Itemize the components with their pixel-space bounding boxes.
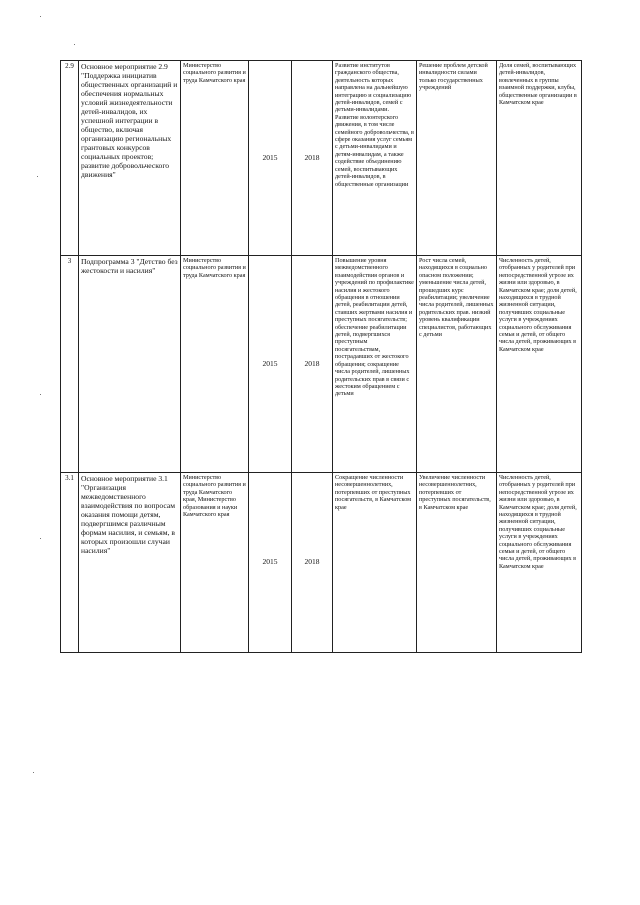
table-row (61, 61, 582, 256)
expected-result: Повышение уровня межведомственного взаимодействия органов и учреждений по профилактике насилия и жестокого обращения в отношении детей, реабилитации детей, ставших жертвами насилия и преступных посягательств; обеспечение реабилитации детей, подвергшихся преступным посягательствам, пострадавших от жестокого обращения; сокращение числа родителей, лишенных родительских прав в связи с жестоким обращением с детьми (333, 256, 417, 473)
activity-name: Подпрограмма 3 "Детство без жестокости и насилия" (79, 256, 181, 473)
row-number: 3.1 (61, 473, 79, 653)
start-year: 2015 (249, 256, 292, 473)
start-year: 2015 (249, 473, 292, 653)
end-year: 2018 (292, 61, 333, 256)
scan-speck (33, 772, 34, 773)
end-year: 2018 (292, 473, 333, 653)
non-implementation-consequence: Решение проблем детской инвалидности силами только государственных учреждений (417, 61, 497, 256)
target-indicator: Доля семей, воспитывающих детей-инвалидов, вовлеченных в группы взаимной поддержки, клубы, общественные организации в Камчатском крае (497, 61, 582, 256)
start-year: 2015 (249, 61, 292, 256)
activity-name: Основное мероприятие 3.1 "Организация межведомственного взаимодействия по вопросам оказания помощи детям, подвергшимся различным формам насилия, и семьям, в которых произошли случаи насилия" (79, 473, 181, 653)
non-implementation-consequence: Увеличение численности несовершеннолетних, потерпевших от преступных посягательств, в Камчатском крае (417, 473, 497, 653)
expected-result: Сокращение численности несовершеннолетних, потерпевших от преступных посягательств, в Камчатском крае (333, 473, 417, 653)
program-activities-table (60, 60, 582, 653)
expected-result: Развитие институтов гражданского общества, деятельность которых направлена на дальнейшую интеграцию и социализацию детей-инвалидов, семей с детьми-инвалидами. Развитие волонтерского движения, в том числе семейного добровольчества, в сфере оказания услуг семьям с детьми-инвалидами и детям-инвалидам, а также содействие объединению семей, воспитывающих детей-инвалидов, в общественные организации (333, 61, 417, 256)
table-row (61, 256, 582, 473)
target-indicator: Численность детей, отобранных у родителей при непосредственной угрозе их жизни или здоровью, в Камчатском крае; доля детей, находящихся в трудной жизненной ситуации, получивших социальные услуги в учреждениях социального обслуживания семьи и детей, от общего числа детей, проживающих в Камчатском крае (497, 473, 582, 653)
row-number: 2.9 (61, 61, 79, 256)
scan-speck (40, 394, 41, 395)
scan-speck (74, 44, 75, 45)
scan-speck (40, 538, 41, 539)
responsible-executor: Министерство социального развития и труда Камчатского края, Министерство образования и науки Камчатского края (181, 473, 249, 653)
responsible-executor: Министерство социального развития и труда Камчатского края (181, 256, 249, 473)
responsible-executor: Министерство социального развития и труда Камчатского края (181, 61, 249, 256)
activity-name: Основное мероприятие 2.9 "Поддержка инициатив общественных организаций и обеспечения нормальных условий жизнедеятельности детей-инвалидов, их успешной интеграции в общество, включая организацию региональных грантовых конкурсов социальных проектов; развитие добровольческого движения" (79, 61, 181, 256)
scan-speck (40, 16, 41, 17)
target-indicator: Численность детей, отобранных у родителей при непосредственной угрозе их жизни или здоровью, в Камчатском крае; доля детей, находящихся в трудной жизненной ситуации, получивших социальные услуги в учреждениях социального обслуживания семьи и детей, от общего числа детей, проживающих в Камчатском крае (497, 256, 582, 473)
non-implementation-consequence: Рост числа семей, находящихся в социально опасном положении; уменьшение числа детей, прошедших курс реабилитации; увеличение числа родителей, лишенных родительских прав. низкий уровень квалификации специалистов, работающих с детьми (417, 256, 497, 473)
table-row (61, 473, 582, 653)
row-number: 3 (61, 256, 79, 473)
end-year: 2018 (292, 256, 333, 473)
scan-speck (37, 176, 38, 177)
